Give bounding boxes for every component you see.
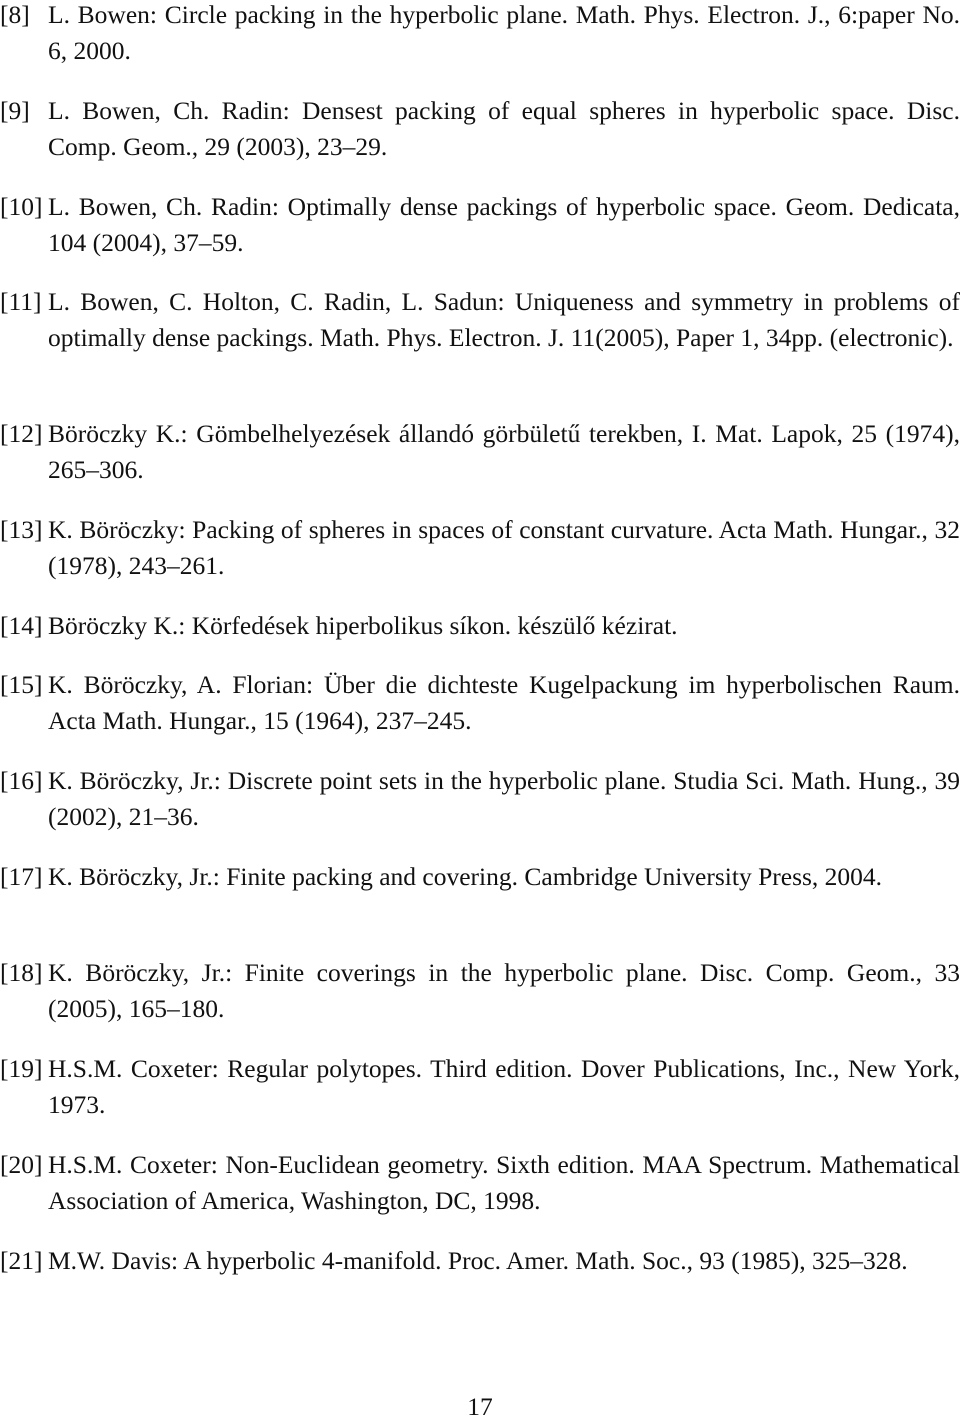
reference-label: [14] — [0, 611, 43, 640]
reference-item-21 — [0, 1243, 960, 1279]
reference-text: Böröczky K.: Gömbelhelyezések állandó görbületű terekben, I. Mat. Lapok, 25 (1974), 265–306. — [48, 419, 960, 484]
reference-text: L. Bowen, Ch. Radin: Optimally dense packings of hyperbolic space. Geom. Dedicata, 104 (2004), 37–59. — [48, 192, 960, 257]
reference-text: K. Böröczky, Jr.: Finite packing and covering. Cambridge University Press, 2004. — [48, 862, 883, 891]
page-number: 17 — [467, 1392, 493, 1421]
reference-label: [11] — [0, 287, 42, 316]
reference-text: H.S.M. Coxeter: Non-Euclidean geometry. Sixth edition. MAA Spectrum. Mathematical Association of America, Washington, DC, 1998. — [48, 1150, 960, 1215]
reference-text: H.S.M. Coxeter: Regular polytopes. Third edition. Dover Publications, Inc., New York, 1973. — [48, 1054, 960, 1119]
reference-label: [10] — [0, 192, 43, 221]
reference-item-19 — [0, 1051, 960, 1123]
reference-item-14 — [0, 608, 960, 644]
reference-text: Böröczky K.: Körfedések hiperbolikus síkon. készülő kézirat. — [48, 611, 678, 640]
reference-item-17 — [0, 859, 960, 895]
reference-item-12 — [0, 416, 960, 488]
reference-item-8 — [0, 0, 960, 69]
reference-label: [15] — [0, 670, 43, 699]
reference-label: [13] — [0, 515, 43, 544]
reference-item-10 — [0, 189, 960, 261]
reference-text: K. Böröczky, Jr.: Finite coverings in the hyperbolic plane. Disc. Comp. Geom., 33 (2005), 165–180. — [48, 958, 960, 1023]
reference-text: K. Böröczky: Packing of spheres in spaces of constant curvature. Acta Math. Hungar., 32 (1978), 243–261. — [48, 515, 960, 580]
reference-item-13 — [0, 512, 960, 584]
reference-text: L. Bowen, C. Holton, C. Radin, L. Sadun: Uniqueness and symmetry in problems of optimally dense packings. Math. Phys. Electron. J. 11(2005), Paper 1, 34pp. (electronic). — [48, 287, 960, 352]
reference-label: [9] — [0, 96, 30, 125]
reference-label: [18] — [0, 958, 43, 987]
reference-label: [8] — [0, 0, 30, 29]
reference-item-11 — [0, 284, 960, 356]
reference-label: [19] — [0, 1054, 43, 1083]
reference-label: [16] — [0, 766, 43, 795]
reference-text: K. Böröczky, A. Florian: Über die dichteste Kugelpackung im hyperbolischen Raum. Acta Math. Hungar., 15 (1964), 237–245. — [48, 670, 960, 735]
reference-label: [21] — [0, 1246, 43, 1275]
reference-text: K. Böröczky, Jr.: Discrete point sets in the hyperbolic plane. Studia Sci. Math. Hung., 39 (2002), 21–36. — [48, 766, 960, 831]
reference-label: [17] — [0, 862, 43, 891]
reference-item-16 — [0, 763, 960, 835]
reference-item-15 — [0, 667, 960, 739]
reference-item-9 — [0, 93, 960, 165]
reference-label: [20] — [0, 1150, 43, 1179]
reference-item-18 — [0, 955, 960, 1027]
reference-text: L. Bowen: Circle packing in the hyperbolic plane. Math. Phys. Electron. J., 6:paper No. 6, 2000. — [48, 0, 960, 65]
reference-item-20 — [0, 1147, 960, 1219]
reference-label: [12] — [0, 419, 43, 448]
reference-text: L. Bowen, Ch. Radin: Densest packing of equal spheres in hyperbolic space. Disc. Comp. Geom., 29 (2003), 23–29. — [48, 96, 960, 161]
reference-text: M.W. Davis: A hyperbolic 4-manifold. Proc. Amer. Math. Soc., 93 (1985), 325–328. — [48, 1246, 908, 1275]
